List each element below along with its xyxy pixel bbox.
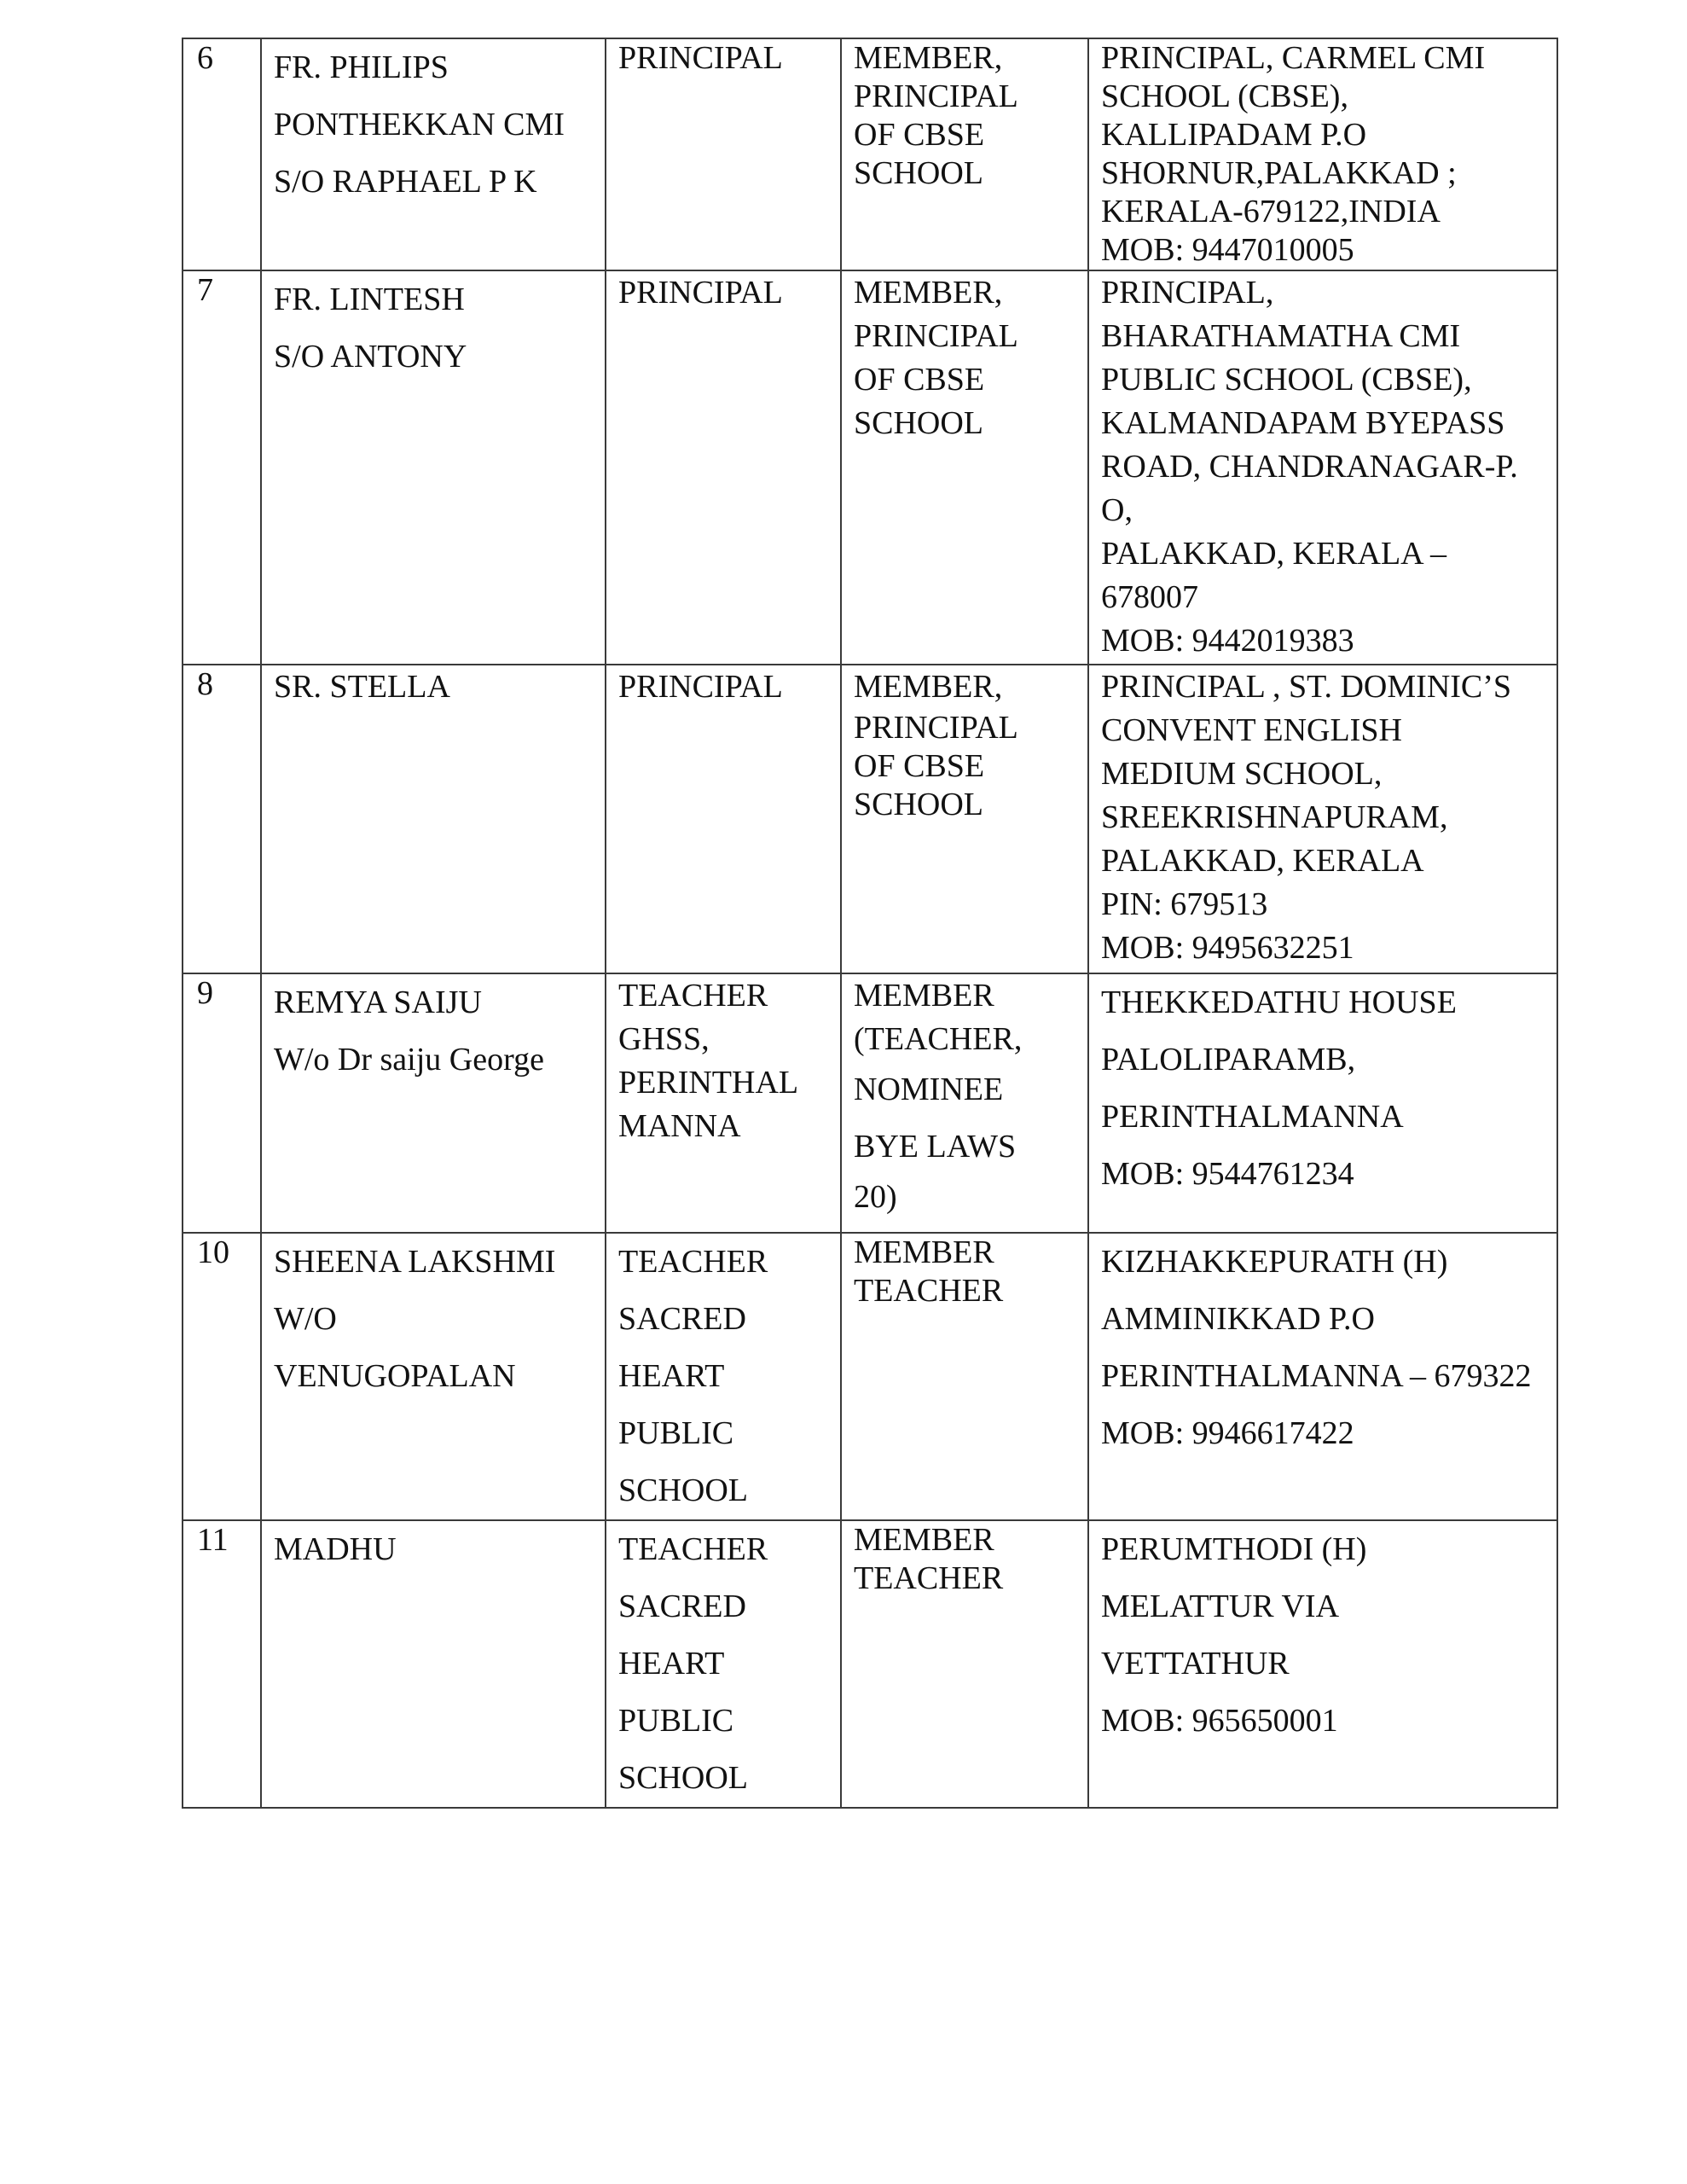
address-line: PERINTHALMANNA [1101, 1099, 1404, 1135]
designation-cell [606, 665, 841, 973]
address-line: PRINCIPAL , ST. DOMINIC’S [1101, 669, 1512, 705]
position-cell [841, 665, 1088, 973]
name-line: S/O RAPHAEL P K [274, 164, 537, 200]
position-line: OF CBSE [854, 748, 985, 784]
address-line: SREEKRISHNAPURAM, [1101, 799, 1448, 835]
address-line: AMMINIKKAD P.O [1101, 1301, 1375, 1337]
designation-cell [606, 1520, 841, 1808]
name-line: SHEENA LAKSHMI [274, 1244, 556, 1280]
address-line: VETTATHUR [1101, 1646, 1290, 1682]
address-line: MOB: 965650001 [1101, 1703, 1338, 1739]
designation-line: GHSS, [618, 1021, 710, 1057]
serial-number: 6 [197, 40, 213, 76]
position-line: TEACHER [854, 1273, 1004, 1309]
address-line: KALMANDAPAM BYEPASS [1101, 405, 1505, 441]
position-line: 20) [854, 1179, 897, 1215]
table-row [183, 1520, 1557, 1808]
position-line: MEMBER, [854, 275, 1003, 311]
address-line: MOB: 9442019383 [1101, 623, 1354, 659]
designation-line: SCHOOL [618, 1760, 749, 1796]
serial-number-cell [183, 973, 261, 1233]
designation-line: PRINCIPAL [618, 275, 783, 311]
position-line: PRINCIPAL [854, 78, 1018, 114]
table-row [183, 1233, 1557, 1520]
address-line: PALOLIPARAMB, [1101, 1042, 1356, 1077]
address-line: MOB: 9447010005 [1101, 232, 1354, 268]
position-line: MEMBER [854, 978, 994, 1014]
address-line: ROAD, CHANDRANAGAR-P. [1101, 449, 1518, 485]
serial-number: 9 [197, 975, 213, 1011]
position-line: MEMBER [854, 1522, 994, 1558]
position-line: TEACHER [854, 1560, 1004, 1596]
position-line: SCHOOL [854, 787, 984, 822]
address-line: PERUMTHODI (H) [1101, 1531, 1367, 1567]
name-line: SR. STELLA [274, 669, 450, 705]
address-cell [1088, 38, 1557, 270]
serial-number-cell [183, 38, 261, 270]
designation-cell [606, 38, 841, 270]
name-line: MADHU [274, 1531, 397, 1567]
address-line: MOB: 9544761234 [1101, 1156, 1354, 1192]
designation-line: HEART [618, 1646, 725, 1682]
address-cell [1088, 1520, 1557, 1808]
name-cell [261, 973, 606, 1233]
address-cell [1088, 973, 1557, 1233]
position-line: MEMBER [854, 1234, 994, 1270]
address-line: PUBLIC SCHOOL (CBSE), [1101, 362, 1472, 398]
address-line: SHORNUR,PALAKKAD ; [1101, 155, 1457, 191]
name-line: W/o Dr saiju George [274, 1042, 544, 1077]
address-line: PERINTHALMANNA – 679322 [1101, 1358, 1532, 1394]
designation-line: PUBLIC [618, 1415, 734, 1451]
table-row [183, 973, 1557, 1233]
name-line: REMYA SAIJU [274, 985, 482, 1020]
table-row [183, 38, 1557, 270]
address-line: THEKKEDATHU HOUSE [1101, 985, 1457, 1020]
address-line: O, [1101, 492, 1133, 528]
table-row [183, 665, 1557, 973]
address-line: PALAKKAD, KERALA [1101, 843, 1424, 879]
name-cell [261, 270, 606, 665]
address-line: MOB: 9495632251 [1101, 930, 1354, 966]
address-line: KIZHAKKEPURATH (H) [1101, 1244, 1448, 1280]
designation-line: SACRED [618, 1589, 746, 1624]
name-line: VENUGOPALAN [274, 1358, 516, 1394]
position-line: SCHOOL [854, 155, 984, 191]
designation-line: PRINCIPAL [618, 669, 783, 705]
address-line: KERALA-679122,INDIA [1101, 194, 1441, 229]
designation-line: PUBLIC [618, 1703, 734, 1739]
position-cell [841, 270, 1088, 665]
designation-line: PRINCIPAL [618, 40, 783, 76]
position-line: PRINCIPAL [854, 318, 1018, 354]
serial-number: 8 [197, 666, 213, 702]
address-line: MEDIUM SCHOOL, [1101, 756, 1383, 792]
address-cell [1088, 270, 1557, 665]
name-line: FR. PHILIPS [274, 49, 449, 85]
name-line: W/O [274, 1301, 337, 1337]
designation-cell [606, 973, 841, 1233]
name-cell [261, 665, 606, 973]
position-line: SCHOOL [854, 405, 984, 441]
name-cell [261, 38, 606, 270]
designation-line: SACRED [618, 1301, 746, 1337]
designation-line: SCHOOL [618, 1472, 749, 1508]
designation-line: TEACHER [618, 978, 768, 1014]
serial-number-cell [183, 1233, 261, 1520]
address-line: PIN: 679513 [1101, 886, 1268, 922]
position-line: OF CBSE [854, 117, 985, 153]
name-cell [261, 1520, 606, 1808]
serial-number: 10 [197, 1234, 229, 1270]
address-line: MOB: 9946617422 [1101, 1415, 1354, 1451]
address-line: PRINCIPAL, CARMEL CMI [1101, 40, 1486, 76]
designation-line: TEACHER [618, 1244, 768, 1280]
table-row [183, 270, 1557, 665]
address-line: KALLIPADAM P.O [1101, 117, 1367, 153]
designation-line: MANNA [618, 1108, 741, 1144]
serial-number-cell [183, 1520, 261, 1808]
position-line: (TEACHER, [854, 1021, 1023, 1057]
designation-cell [606, 270, 841, 665]
position-cell [841, 973, 1088, 1233]
name-line: PONTHEKKAN CMI [274, 107, 565, 142]
name-line: S/O ANTONY [274, 339, 467, 375]
name-cell [261, 1233, 606, 1520]
address-line: MELATTUR VIA [1101, 1589, 1340, 1624]
serial-number-cell [183, 665, 261, 973]
members-table [182, 38, 1558, 1809]
address-line: 678007 [1101, 579, 1198, 615]
name-line: FR. LINTESH [274, 282, 465, 317]
position-cell [841, 1233, 1088, 1520]
position-line: OF CBSE [854, 362, 985, 398]
serial-number: 7 [197, 272, 213, 308]
address-line: BHARATHAMATHA CMI [1101, 318, 1461, 354]
address-line: SCHOOL (CBSE), [1101, 78, 1348, 114]
address-cell [1088, 665, 1557, 973]
serial-number: 11 [197, 1522, 229, 1558]
position-line: NOMINEE [854, 1072, 1004, 1107]
position-line: PRINCIPAL [854, 710, 1018, 746]
serial-number-cell [183, 270, 261, 665]
designation-cell [606, 1233, 841, 1520]
position-line: MEMBER, [854, 669, 1003, 705]
address-line: CONVENT ENGLISH [1101, 712, 1402, 748]
designation-line: PERINTHAL [618, 1065, 799, 1101]
designation-line: HEART [618, 1358, 725, 1394]
designation-line: TEACHER [618, 1531, 768, 1567]
position-cell [841, 38, 1088, 270]
address-line: PALAKKAD, KERALA – [1101, 536, 1447, 572]
address-cell [1088, 1233, 1557, 1520]
position-line: MEMBER, [854, 40, 1003, 76]
position-cell [841, 1520, 1088, 1808]
address-line: PRINCIPAL, [1101, 275, 1274, 311]
position-line: BYE LAWS [854, 1129, 1017, 1165]
